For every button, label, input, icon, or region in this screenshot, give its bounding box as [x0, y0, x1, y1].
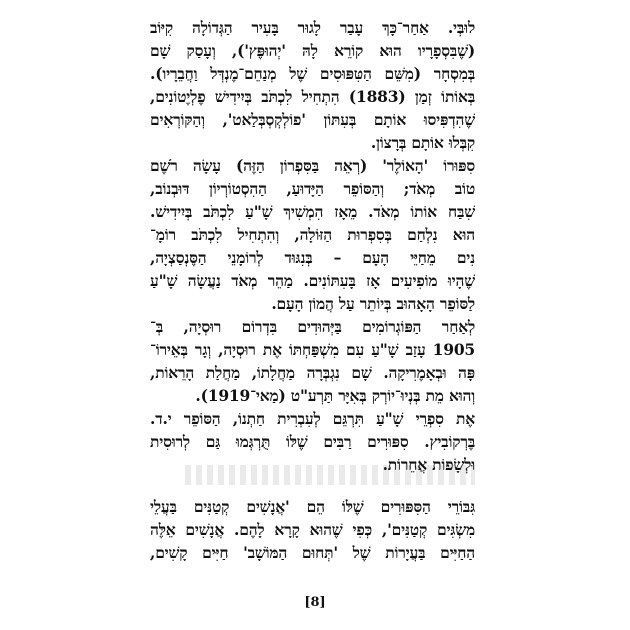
text-line: טוֹב מְאֹד; וְהַסּוֹפֵר הַיָּדוּעַ, הַהִסְטוֹרְיוֹן דּוּבְנוֹב, [150, 179, 475, 198]
text-line: מִשְׂגִּים קְטַנִּים', כְּפִי שֶׁהוּא קָרָא לָהֶם. אֲנָשִׁים אֵלֶּה [150, 520, 475, 539]
text-line: קִבְּלוּ אוֹתָם בְּרָצוֹן. [370, 133, 475, 152]
text-line: וּלְשָׂפוֹת אֲחֵרוֹת. [382, 455, 475, 474]
text-line: בְּמִסְחָר (מִשֵּׁם הַטִּפּוּסִים שֶׁל מְנַחֵם־מֶנְדְּל וַחֲבֵרָיו). [150, 64, 475, 83]
text-line: גִּבּוֹרֵי הַסִּפּוּרִים שֶׁלּוֹ הֵם 'אֲנָשִׁים קְטַנִּים בַּעֲלֵי [150, 497, 475, 516]
bottom-paragraph [150, 495, 475, 564]
text-line: 1905 עָזַב שָׁ"עַ עִם מִשְׁפַּחְתּוֹ אֶת רוּסְיָה, וְגָר בְּאֵירוֹ־ [150, 340, 475, 359]
text-line: (שֶׁבִּסְפָרָיו הוּא קוֹרֵא לָהּ 'יְהוּפֶּץ'), וְעָסַק שָׁם [150, 41, 475, 60]
show-through-text [185, 465, 475, 485]
text-line: לַסּוֹפֵר הָאָהוּב בְּיוֹתֵר עַל הֲמוֹן הָעָם. [271, 294, 475, 313]
text-line: הוּא נִלְחַם בְּסִפְרוּת הַזּוֹלָה, וְהִתְחִיל לִכְתֹּב רוֹמָ־ [150, 225, 475, 244]
text-line: בְּאוֹתוֹ זְמַן (1883) הִתְחִיל לִכְתֹּב בְּיִידִישׁ פֶלְיֶטוֹנִים, [150, 87, 475, 106]
text-line: שֶׁהִדְפִּיסוּ אוֹתָם בְּעִתּוֹן 'פוֹלְקְסְבְּלַאט', וְהַקּוֹרְאִים [150, 110, 475, 129]
text-line: וְהוּא מֵת בְּנְיוּ־יוֹרְק בְּאִיָּר תַּרְע"ט (מַאי־1919). [195, 386, 475, 405]
text-line: שֶׁהָיוּ מוֹפִיעִים אָז בָּעִתּוֹנִים. מַהֵר מְאֹד נַעֲשָׂה שָׁ"עַ [150, 271, 475, 290]
text-line: לוּבְּי. אַחַר־כָּךְ עָבַר לָגוּר בָּעִיר הַגְּדוֹלָה קִיּוֹב [150, 18, 475, 37]
main-paragraphs [150, 16, 475, 476]
text-line: סִפּוּרוֹ 'הָאוֹלֶר' (רְאֵה בַּסִּפְרוֹן הַזֶּה) עָשָׂה רֹשֶׁם [150, 156, 475, 175]
text-line: אֶת סִפְרֵי שָׁ"עַ תִּרְגֵּם לְעִבְרִית חַתְנוֹ, הַסּוֹפֵר י.ד. [150, 409, 475, 428]
text-line: נִים מֵחַיֵּי הָעָם – בְּנִגּוּד לְרוֹמָנֵי הַסֶּנְסַצְיָה, [150, 248, 475, 267]
text-line: לְאַחַר הַפּוֹגְרוֹמִים בַּיְּהוּדִים בִּדְרוֹם רוּסְיָה, בְּ־ [150, 317, 475, 336]
text-line: הַחַיִּים בַּעֲיָרוֹת שֶׁל 'תְּחוּם הַמּוֹשָׁב' חַיִּים קָשִׁים, [150, 543, 475, 562]
page-number: [8] [304, 595, 326, 610]
text-line: בֶּרְקוֹבִיץ. סִפּוּרִים רַבִּים שֶׁלּוֹ תֻּרְגְּמוּ גַּם לְרוּסִית [150, 432, 475, 451]
text-line: שִׁבַּח אוֹתוֹ מְאֹד. מֵאָז הִמְשִׁיךְ שָׁ"עַ לִכְתֹּב בְּיִידִישׁ. [150, 202, 475, 221]
text-line: פָּה וּבְאָמֶרִיקָה. שָׁם נִגְבְּרָה מַחֲלָתוֹ, מַחֲלַת הָרֵאוֹת, [150, 363, 475, 382]
